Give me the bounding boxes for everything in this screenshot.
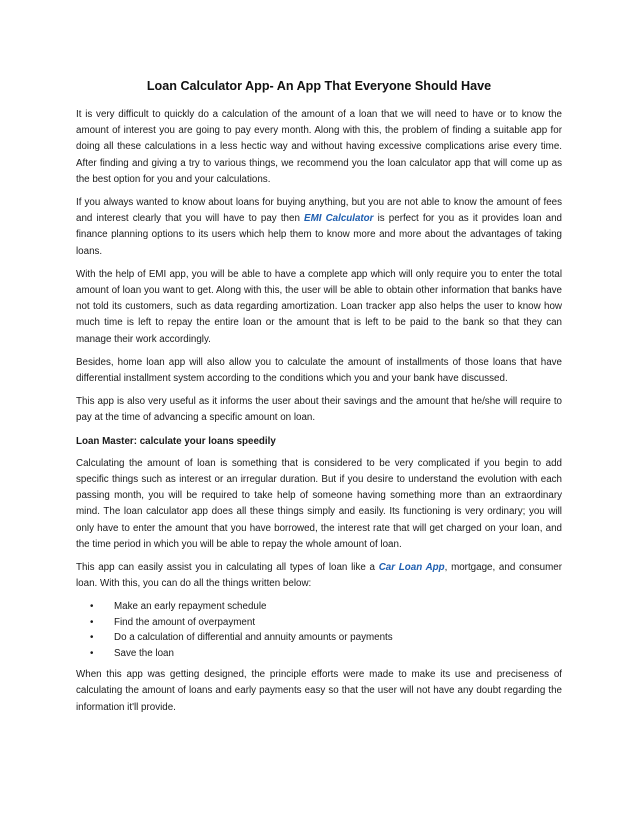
paragraph-emi-app: With the help of EMI app, you will be able to have a complete app which will only require you to enter the total amount of loan you want to get. Along with this, the user will be able to obtain other information that banks have not told its customers, such as data regarding amortization. Loan tracker app also helps the user to know how much time is left to repay the entire loan or the amount that is left to be paid to the bank so that they can manage their work accordingly. <box>76 268 562 345</box>
paragraph-emi-text-after: is perfect for you as it provides loan and finance planning options to its users which help them to know more and more about the advantages of taking loans. <box>76 213 562 257</box>
paragraph-car-loan-text-after: , mortgage, and consumer loan. With this, you can do all the things written below: <box>76 562 563 590</box>
bullet-marker: • <box>90 601 94 613</box>
paragraph-home-loan: Besides, home loan app will also allow you to calculate the amount of installments of those loans that have differential installment system according to the conditions which you and your bank have discussed. <box>76 356 562 385</box>
paragraph-savings: This app is also very useful as it informs the user about their savings and the amount that he/she will require to pay at the time of advancing a specific amount on loan. <box>76 396 562 424</box>
bullet-marker: • <box>90 632 94 644</box>
paragraph-car-loan <box>76 560 562 592</box>
list-item-text: Do a calculation of differential and annuity amounts or payments <box>114 632 393 644</box>
paragraph-emi-text-before: If you always wanted to know about loans for buying anything, but you are not able to know the amount of fees and interest clearly that you will have to pay then <box>76 197 562 225</box>
section-heading: Loan Master: calculate your loans speedily <box>76 435 276 447</box>
bullet-marker: • <box>90 647 94 659</box>
paragraph-intro: It is very difficult to quickly do a calculation of the amount of a loan that we will need to have or to know the amount of interest you are going to pay every month. Along with this, the problem of finding a suitable app for doing all these calculations in a less hectic way and without having excessive complications arise every time. After finding and giving a try to various things, we recommend you the loan calculator app that will come up as the best option for you and your calculations. <box>76 109 562 185</box>
list-item-text: Find the amount of overpayment <box>114 616 256 628</box>
document-title: Loan Calculator App- An App That Everyone Should Have <box>146 79 492 93</box>
list-item-text: Make an early repayment schedule <box>114 601 267 613</box>
list-item <box>76 630 562 645</box>
bullet-marker: • <box>90 616 94 628</box>
paragraph-design: When this app was getting designed, the principle efforts were made to make its use and preciseness of calculating the amount of loans and early payments easy so that the user will not have any doubt regarding the information it'll provide. <box>76 669 562 713</box>
paragraph-car-loan-text-before: This app can easily assist you in calculating all types of loan like a <box>76 562 379 574</box>
car-loan-app-link[interactable]: Car Loan App <box>378 562 445 574</box>
list-item <box>76 599 562 614</box>
paragraph-emi <box>76 195 562 260</box>
list-item-text: Save the loan <box>114 647 174 659</box>
list-item <box>76 646 562 661</box>
feature-list <box>76 599 562 661</box>
paragraph-calculating: Calculating the amount of loan is something that is considered to be very complicated if you begin to add specific things such as interest or an irregular duration. But if you desire to understand the evolution with each passing month, you will be required to take help of someone having something more than an extraordinary mind. The loan calculator app does all these things simply and easily. Its functioning is very ordinary; you will only have to enter the amount that you have borrowed, the interest rate that will get charged on your loan, and the time period in which you will be able to repay the whole amount of loan. <box>76 457 562 550</box>
emi-calculator-link[interactable]: EMI Calculator <box>304 213 374 225</box>
list-item <box>76 615 562 630</box>
